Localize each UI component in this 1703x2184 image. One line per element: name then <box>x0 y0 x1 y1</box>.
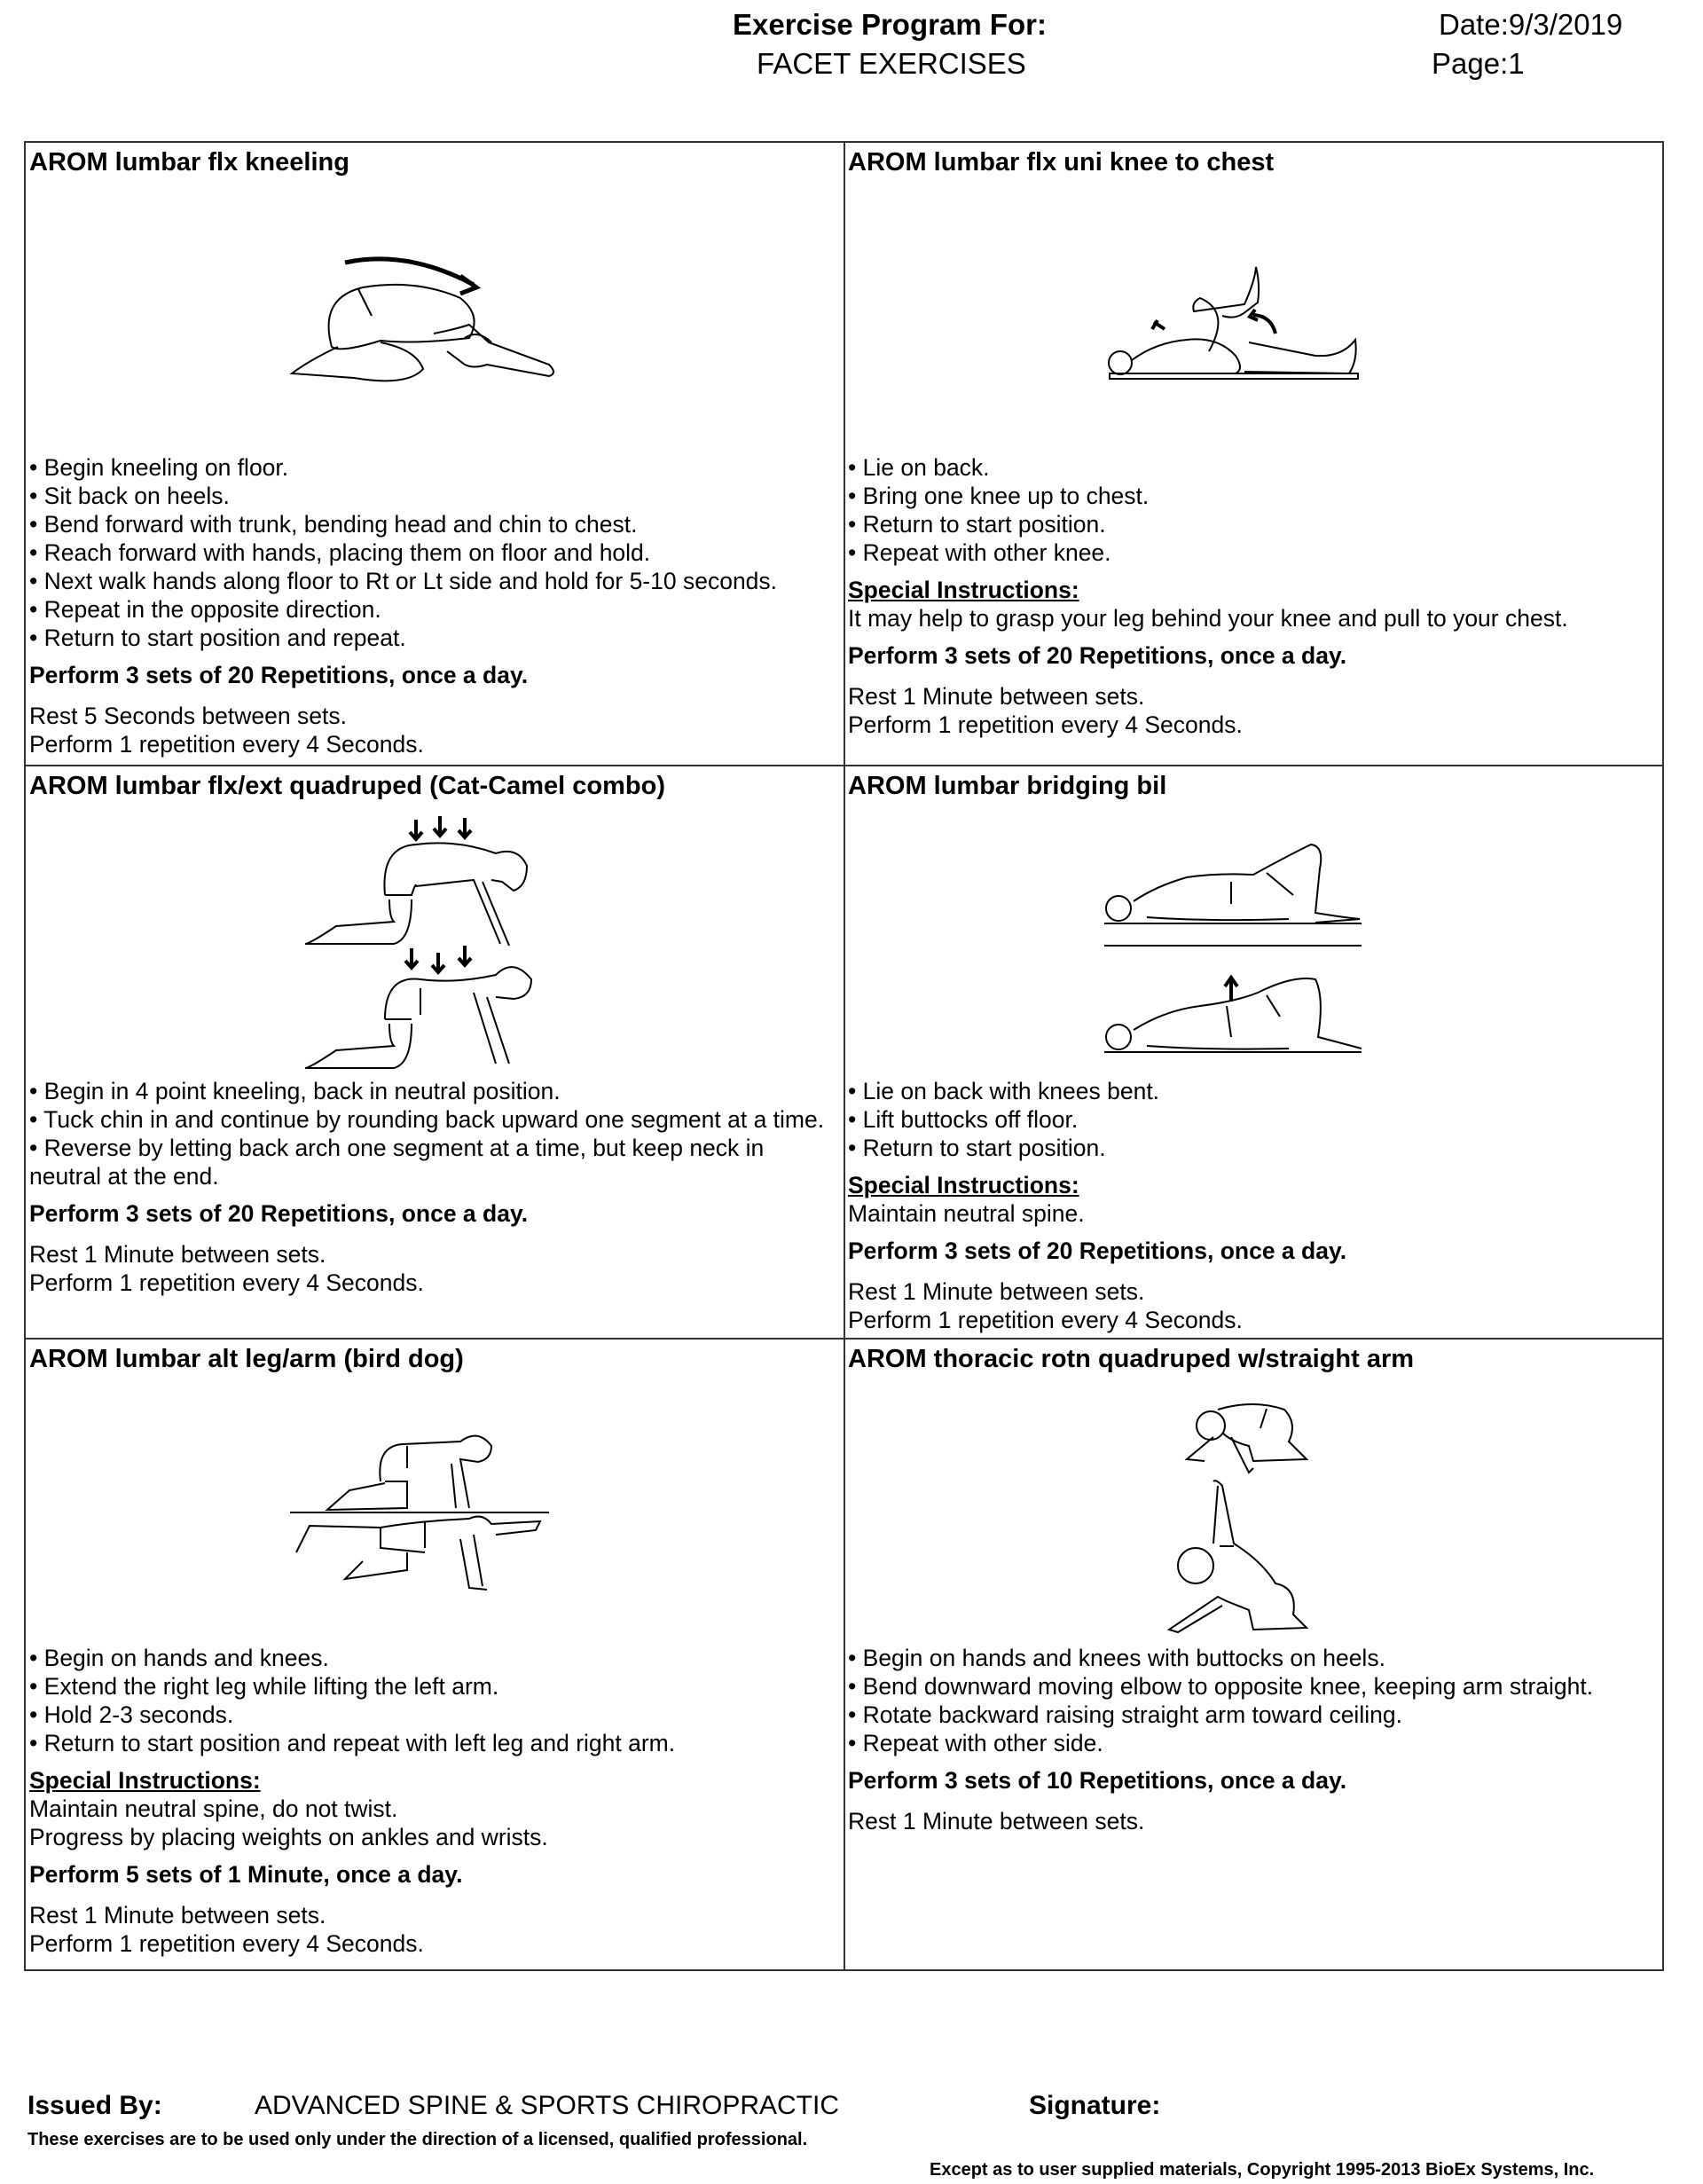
issued-by-value: ADVANCED SPINE & SPORTS CHIROPRACTIC <box>255 2091 840 2120</box>
instruction-step: • Return to start position. <box>848 1135 1106 1161</box>
instruction-step: • Return to start position and repeat with left leg and right arm. <box>29 1730 676 1756</box>
dosage: Perform 3 sets of 20 Repetitions, once a day. <box>29 1200 529 1227</box>
rest-instruction: Rest 1 Minute between sets. <box>29 1241 326 1268</box>
special-instruction: Maintain neutral spine. <box>848 1200 1085 1227</box>
exercise-card-4 <box>844 765 1664 1339</box>
instruction-step: • Reverse by letting back arch one segment at a time, but keep neck in neutral at the end. <box>29 1135 765 1190</box>
date-value: 9/3/2019 <box>1508 8 1623 41</box>
child-pose-kneeling-stretch-illustration <box>283 245 576 413</box>
dosage: Perform 3 sets of 10 Repetitions, once a day. <box>848 1767 1347 1794</box>
exercise-grid <box>24 141 1664 1971</box>
instruction-step: • Bend forward with trunk, bending head and chin to chest. <box>29 511 638 538</box>
special-instructions-label: Special Instructions: <box>848 1172 1079 1198</box>
special-instructions-label: Special Instructions: <box>848 577 1079 603</box>
signature-label: Signature: <box>1029 2091 1161 2120</box>
exercise-title: AROM lumbar flx uni knee to chest <box>848 148 1275 177</box>
instruction-step: • Begin on hands and knees with buttocks on heels. <box>848 1645 1385 1671</box>
program-label: Exercise Program For: <box>733 8 1047 41</box>
rest-instruction: Rest 5 Seconds between sets. <box>29 703 347 729</box>
frequency-instruction: Perform 1 repetition every 4 Seconds. <box>29 731 424 758</box>
disclaimer-text: These exercises are to be used only under the direction of a licensed, qualified professional. <box>27 2130 808 2149</box>
exercise-title: AROM lumbar bridging bil <box>848 772 1167 800</box>
instruction-step: • Repeat in the opposite direction. <box>29 596 381 623</box>
exercise-details <box>29 1077 836 1297</box>
exercise-details <box>29 453 836 758</box>
instruction-step: • Lie on back with knees bent. <box>848 1078 1160 1104</box>
frequency-instruction: Perform 1 repetition every 4 Seconds. <box>848 711 1243 738</box>
instruction-step: • Lie on back. <box>848 454 990 481</box>
date-label: Date: <box>1439 8 1509 41</box>
special-instructions-label: Special Instructions: <box>29 1767 261 1794</box>
page-field <box>1432 46 1525 82</box>
instruction-step: • Hold 2-3 seconds. <box>29 1701 234 1728</box>
instruction-step: • Bring one knee up to chest. <box>848 483 1150 509</box>
instruction-step: • Begin in 4 point kneeling, back in neutral position. <box>29 1078 561 1104</box>
dosage: Perform 3 sets of 20 Repetitions, once a day. <box>848 642 1347 669</box>
bird-dog-quadruped-illustration <box>283 1428 558 1597</box>
exercise-details <box>848 453 1655 739</box>
page-value: 1 <box>1508 47 1525 80</box>
exercise-title: AROM lumbar flx kneeling <box>29 148 349 177</box>
exercise-title: AROM lumbar alt leg/arm (bird dog) <box>29 1345 464 1373</box>
instruction-step: • Begin on hands and knees. <box>29 1645 329 1671</box>
exercise-details <box>848 1644 1655 1835</box>
program-name: FACET EXERCISES <box>757 47 1026 80</box>
instruction-step: • Rotate backward raising straight arm toward ceiling. <box>848 1701 1402 1728</box>
frequency-instruction: Perform 1 repetition every 4 Seconds. <box>29 1930 424 1957</box>
instruction-step: • Bend downward moving elbow to opposite knee, keeping arm straight. <box>848 1673 1594 1700</box>
instruction-step: • Return to start position. <box>848 511 1106 538</box>
dosage: Perform 5 sets of 1 Minute, once a day. <box>29 1861 463 1888</box>
exercise-card-2 <box>844 143 1664 766</box>
instruction-step: • Extend the right leg while lifting the left arm. <box>29 1673 499 1700</box>
rest-instruction: Rest 1 Minute between sets. <box>848 683 1145 710</box>
dosage: Perform 3 sets of 20 Repetitions, once a day. <box>848 1237 1347 1264</box>
thoracic-rotation-quadruped-illustration <box>1165 1397 1324 1646</box>
frequency-instruction: Perform 1 repetition every 4 Seconds. <box>848 1307 1243 1333</box>
exercise-card-1 <box>26 143 845 766</box>
instruction-step: • Begin kneeling on floor. <box>29 454 289 481</box>
special-instruction: It may help to grasp your leg behind your knee and pull to your chest. <box>848 605 1568 632</box>
date-field <box>1439 7 1622 43</box>
instruction-step: • Next walk hands along floor to Rt or Lt side and hold for 5-10 seconds. <box>29 568 778 594</box>
instruction-step: • Return to start position and repeat. <box>29 625 406 651</box>
issued-by-label: Issued By: <box>27 2091 162 2120</box>
special-instruction: Maintain neutral spine, do not twist. <box>29 1795 398 1822</box>
exercise-title: AROM thoracic rotn quadruped w/straight arm <box>848 1345 1415 1373</box>
copyright-text: Except as to user supplied materials, Copyright 1995-2013 BioEx Systems, Inc. <box>930 2160 1595 2180</box>
instruction-step: • Lift buttocks off floor. <box>848 1106 1079 1133</box>
page-label: Page: <box>1432 47 1509 80</box>
exercise-card-5 <box>26 1338 845 1969</box>
cat-camel-quadruped-illustration <box>296 811 553 1077</box>
exercise-title: AROM lumbar flx/ext quadruped (Cat-Camel combo) <box>29 772 666 800</box>
special-instruction: Progress by placing weights on ankles and wrists. <box>29 1824 548 1850</box>
supine-knee-to-chest-illustration <box>1103 258 1369 391</box>
exercise-card-3 <box>26 765 845 1339</box>
rest-instruction: Rest 1 Minute between sets. <box>848 1278 1145 1305</box>
instruction-step: • Sit back on heels. <box>29 483 230 509</box>
instruction-step: • Tuck chin in and continue by rounding back upward one segment at a time. <box>29 1106 825 1133</box>
instruction-step: • Repeat with other knee. <box>848 539 1111 566</box>
frequency-instruction: Perform 1 repetition every 4 Seconds. <box>29 1269 424 1296</box>
exercise-details <box>848 1077 1655 1334</box>
dosage: Perform 3 sets of 20 Repetitions, once a day. <box>29 662 529 688</box>
rest-instruction: Rest 1 Minute between sets. <box>29 1902 326 1929</box>
instruction-step: • Reach forward with hands, placing them on floor and hold. <box>29 539 651 566</box>
instruction-step: • Repeat with other side. <box>848 1730 1103 1756</box>
exercise-card-6 <box>844 1338 1664 1969</box>
exercise-details <box>29 1644 836 1958</box>
supine-bridge-illustration <box>1103 820 1369 1077</box>
rest-instruction: Rest 1 Minute between sets. <box>848 1808 1145 1834</box>
